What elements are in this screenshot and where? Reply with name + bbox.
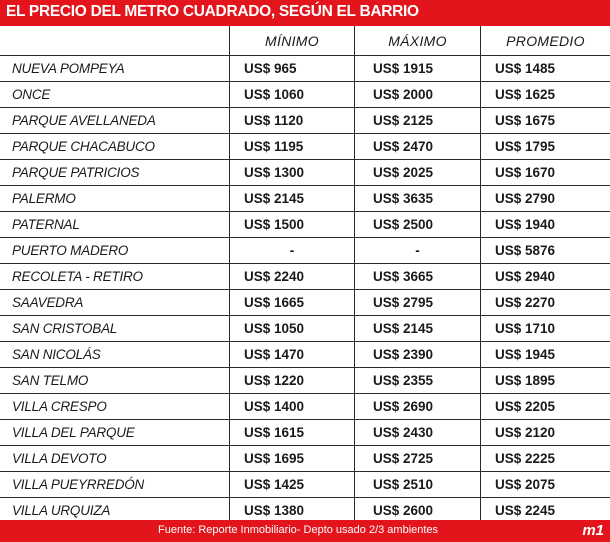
avg-price-cell: US$ 1485 xyxy=(480,56,610,81)
barrio-cell: VILLA DEL PARQUE xyxy=(12,425,135,440)
table-row xyxy=(0,82,610,108)
max-price-cell: US$ 2390 xyxy=(354,342,480,367)
max-price-cell: US$ 2025 xyxy=(354,160,480,185)
barrio-cell: RECOLETA - RETIRO xyxy=(12,269,143,284)
max-price-cell: US$ 2000 xyxy=(354,82,480,107)
table-row xyxy=(0,160,610,186)
min-price-cell: US$ 2145 xyxy=(229,186,354,211)
min-price-cell: US$ 1050 xyxy=(229,316,354,341)
avg-price-cell: US$ 1940 xyxy=(480,212,610,237)
min-price-cell: US$ 1500 xyxy=(229,212,354,237)
table-row xyxy=(0,212,610,238)
barrio-cell: VILLA URQUIZA xyxy=(12,503,111,518)
table-row xyxy=(0,394,610,420)
max-price-cell: - xyxy=(354,238,480,263)
max-price-cell: US$ 2690 xyxy=(354,394,480,419)
min-price-cell: US$ 1060 xyxy=(229,82,354,107)
avg-price-cell: US$ 5876 xyxy=(480,238,610,263)
header-promedio: PROMEDIO xyxy=(480,26,610,55)
min-price-cell: - xyxy=(229,238,354,263)
table-row xyxy=(0,238,610,264)
table-row xyxy=(0,56,610,82)
source-note: Fuente: Reporte Inmobiliario- Depto usado 2/3 ambientes xyxy=(158,524,439,536)
table-row xyxy=(0,472,610,498)
barrio-cell: PALERMO xyxy=(12,191,76,206)
header-barrio xyxy=(0,26,229,55)
table-row xyxy=(0,446,610,472)
barrio-cell: PATERNAL xyxy=(12,217,80,232)
max-price-cell: US$ 2145 xyxy=(354,316,480,341)
barrio-cell: NUEVA POMPEYA xyxy=(12,61,125,76)
avg-price-cell: US$ 1670 xyxy=(480,160,610,185)
table-header xyxy=(0,26,610,56)
max-price-cell: US$ 2125 xyxy=(354,108,480,133)
table-row xyxy=(0,264,610,290)
avg-price-cell: US$ 1710 xyxy=(480,316,610,341)
max-price-cell: US$ 2600 xyxy=(354,498,480,523)
table-row xyxy=(0,420,610,446)
barrio-cell: PARQUE AVELLANEDA xyxy=(12,113,156,128)
barrio-cell: PARQUE CHACABUCO xyxy=(12,139,155,154)
max-price-cell: US$ 3635 xyxy=(354,186,480,211)
min-price-cell: US$ 1695 xyxy=(229,446,354,471)
table-row xyxy=(0,108,610,134)
barrio-cell: PARQUE PATRICIOS xyxy=(12,165,140,180)
min-price-cell: US$ 1380 xyxy=(229,498,354,523)
page-title: EL PRECIO DEL METRO CUADRADO, SEGÚN EL BARRIO xyxy=(6,3,419,20)
header-maximo: MÁXIMO xyxy=(354,26,480,55)
footer-bar xyxy=(0,520,610,542)
avg-price-cell: US$ 2120 xyxy=(480,420,610,445)
max-price-cell: US$ 2470 xyxy=(354,134,480,159)
table-row xyxy=(0,342,610,368)
barrio-cell: SAAVEDRA xyxy=(12,295,84,310)
table-row xyxy=(0,186,610,212)
table-row xyxy=(0,368,610,394)
min-price-cell: US$ 1195 xyxy=(229,134,354,159)
barrio-cell: SAN TELMO xyxy=(12,373,89,388)
barrio-cell: ONCE xyxy=(12,87,51,102)
avg-price-cell: US$ 2790 xyxy=(480,186,610,211)
avg-price-cell: US$ 1625 xyxy=(480,82,610,107)
avg-price-cell: US$ 1945 xyxy=(480,342,610,367)
barrio-cell: SAN CRISTOBAL xyxy=(12,321,118,336)
barrio-cell: SAN NICOLÁS xyxy=(12,347,101,362)
table-row xyxy=(0,290,610,316)
max-price-cell: US$ 2500 xyxy=(354,212,480,237)
min-price-cell: US$ 1665 xyxy=(229,290,354,315)
min-price-cell: US$ 1615 xyxy=(229,420,354,445)
title-bar xyxy=(0,0,610,26)
min-price-cell: US$ 2240 xyxy=(229,264,354,289)
table-row xyxy=(0,316,610,342)
avg-price-cell: US$ 1795 xyxy=(480,134,610,159)
min-price-cell: US$ 1425 xyxy=(229,472,354,497)
max-price-cell: US$ 2430 xyxy=(354,420,480,445)
avg-price-cell: US$ 2270 xyxy=(480,290,610,315)
min-price-cell: US$ 1220 xyxy=(229,368,354,393)
barrio-cell: VILLA DEVOTO xyxy=(12,451,107,466)
max-price-cell: US$ 3665 xyxy=(354,264,480,289)
max-price-cell: US$ 1915 xyxy=(354,56,480,81)
max-price-cell: US$ 2510 xyxy=(354,472,480,497)
avg-price-cell: US$ 2245 xyxy=(480,498,610,523)
avg-price-cell: US$ 1895 xyxy=(480,368,610,393)
avg-price-cell: US$ 2075 xyxy=(480,472,610,497)
barrio-cell: PUERTO MADERO xyxy=(12,243,129,258)
price-table xyxy=(0,26,610,520)
min-price-cell: US$ 1300 xyxy=(229,160,354,185)
min-price-cell: US$ 965 xyxy=(229,56,354,81)
avg-price-cell: US$ 1675 xyxy=(480,108,610,133)
brand-logo: m1 xyxy=(582,522,604,539)
max-price-cell: US$ 2725 xyxy=(354,446,480,471)
header-minimo: MÍNIMO xyxy=(229,26,354,55)
avg-price-cell: US$ 2225 xyxy=(480,446,610,471)
min-price-cell: US$ 1470 xyxy=(229,342,354,367)
max-price-cell: US$ 2355 xyxy=(354,368,480,393)
min-price-cell: US$ 1120 xyxy=(229,108,354,133)
table-row xyxy=(0,134,610,160)
max-price-cell: US$ 2795 xyxy=(354,290,480,315)
barrio-cell: VILLA CRESPO xyxy=(12,399,107,414)
barrio-cell: VILLA PUEYRREDÓN xyxy=(12,477,145,492)
avg-price-cell: US$ 2940 xyxy=(480,264,610,289)
min-price-cell: US$ 1400 xyxy=(229,394,354,419)
avg-price-cell: US$ 2205 xyxy=(480,394,610,419)
